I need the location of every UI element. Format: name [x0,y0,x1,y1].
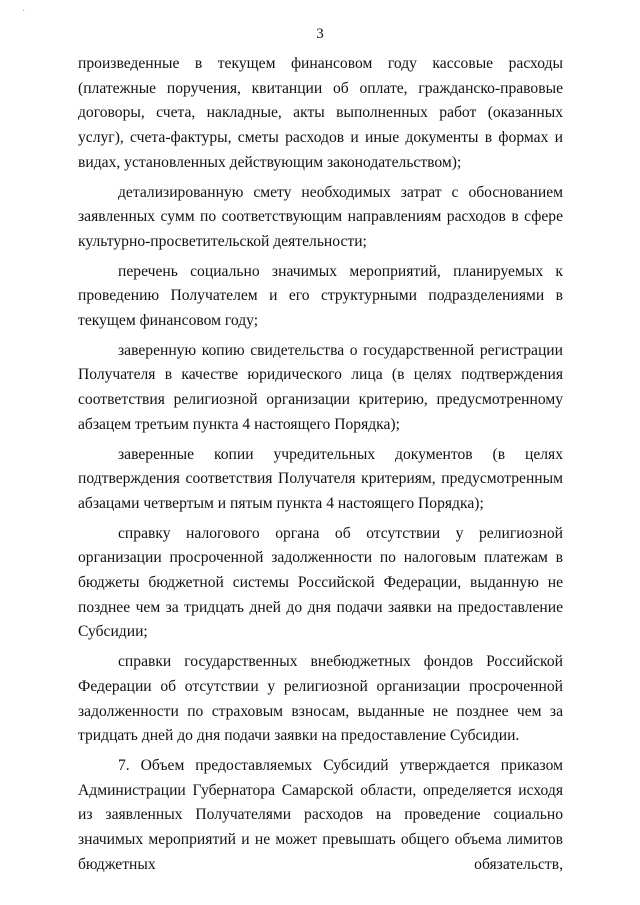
paragraph-events-list: перечень социально значимых мероприятий, планируемых к проведению Получателем и его структурными подразделениями в текущем финансовом году; [78,262,563,330]
paragraph-founding-documents: заверенные копии учредительных документов (в целях подтверждения соответствия Получателя критериям, предусмотренным абзацами четвертым и пятым пункта 4 настоящего Порядка); [78,445,563,512]
paragraph-item-7: 7. Объем предоставляемых Субсидий утверждается приказом Администрации Губернатора Самарской области, определяется исходя из заявленных Получателями расходов на проведение социально значимых мероприятий и не может превышать общего объема лимитов бюджетных обязательств, [78,756,563,873]
paragraph-funds-certificates: справки государственных внебюджетных фондов Российской Федерации об отсутствии у религиозной организации просроченной задолженности по страховым взносам, выданные не позднее чем за тридцать дней до дня подачи заявки на предоставление Субсидии. [78,653,563,745]
page-number: 3 [316,26,324,42]
paragraph-expenses-documents: произведенные в текущем финансовом году кассовые расходы (платежные поручения, квитанции об оплате, гражданско-правовые договоры, счета, накладные, акты выполненных работ (оказанных услуг), счета-фактуры, сметы расходов и иные документы в формах и видах, установленных действующим законодательством); [78,55,563,171]
scan-corner-mark: · [22,6,26,17]
paragraph-tax-certificate: справку налогового органа об отсутствии у религиозной организации просроченной задолженности по налоговым платежам в бюджеты бюджетной системы Российской Федерации, выданную не позднее чем за тридцать дней до дня подачи заявки на предоставление Субсидии; [78,524,563,641]
paragraph-registration-certificate: заверенную копию свидетельства о государственной регистрации Получателя в качестве юридического лица (в целях подтверждения соответствия религиозной организации критерию, предусмотренному абзацем третьим пункта 4 настоящего Порядка); [78,341,563,433]
document-body [78,52,563,883]
paragraph-detailed-estimate: детализированную смету необходимых затрат с обоснованием заявленных сумм по соответствующим направлениям расходов в сфере культурно-просветительской деятельности; [78,183,563,250]
